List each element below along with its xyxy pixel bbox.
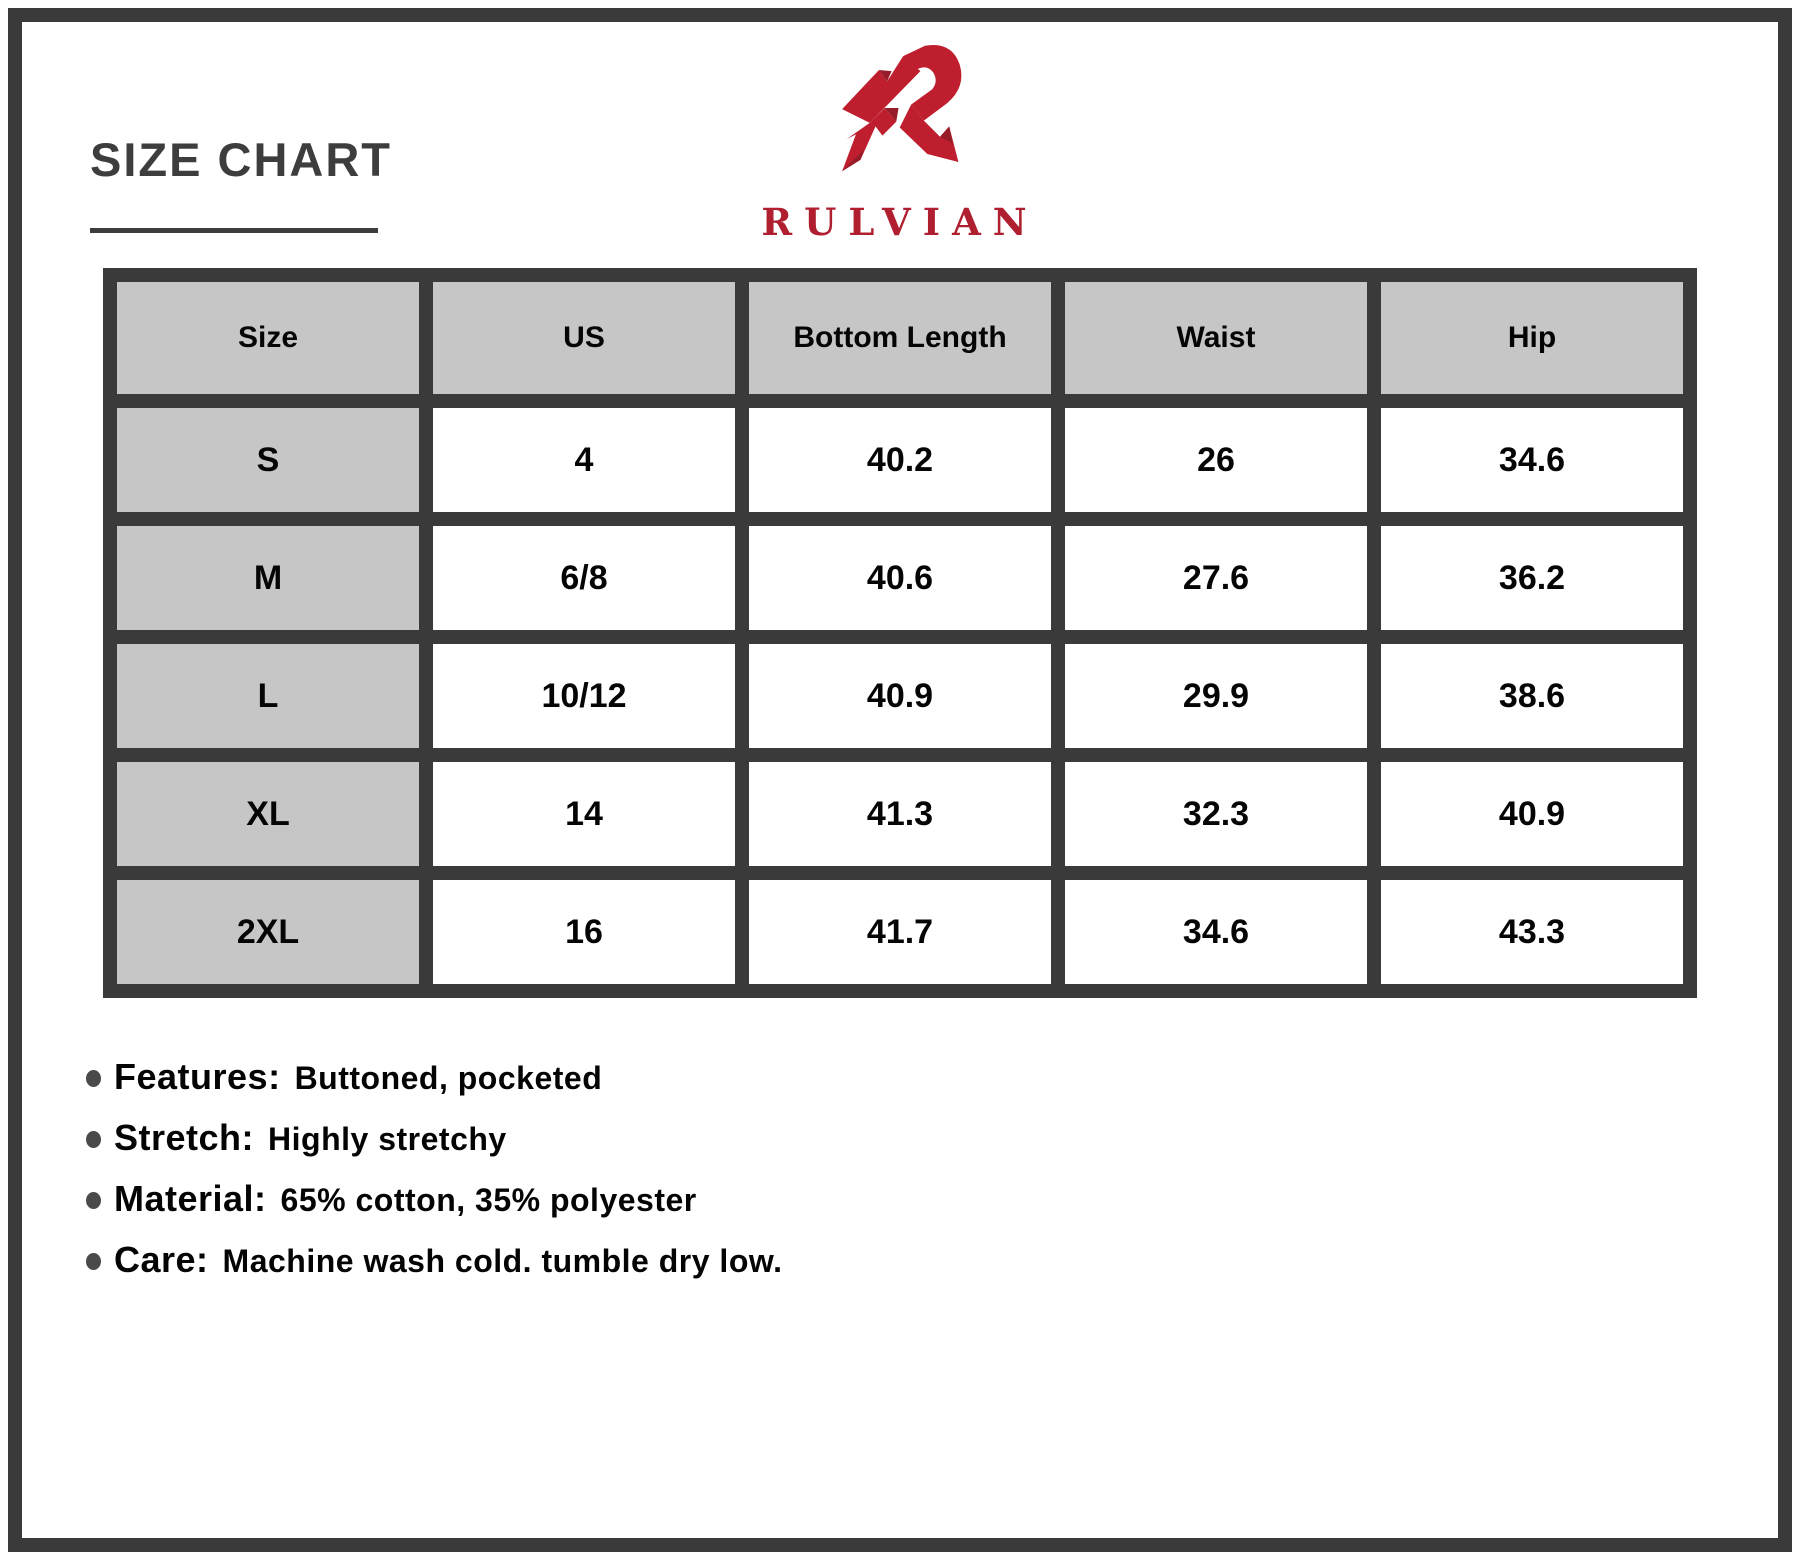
row-label: 2XL [117,880,419,984]
table-cell: 10/12 [433,644,735,748]
table-cell: 26 [1065,408,1367,512]
detail-label: Features: [114,1056,281,1097]
table-cell: 41.7 [749,880,1051,984]
row-label: S [117,408,419,512]
detail-item-features [86,1056,782,1100]
table-cell: 40.9 [1381,762,1683,866]
bullet-dot-icon [86,1070,101,1087]
detail-item-material [86,1178,782,1222]
brand-logo-icon [818,40,986,192]
bullet-dot-icon [86,1192,101,1209]
brand-name: RULVIAN [761,200,1039,244]
table-cell: 40.2 [749,408,1051,512]
detail-label: Material: [114,1178,267,1219]
table-cell: 32.3 [1065,762,1367,866]
detail-value: Highly stretchy [268,1121,507,1157]
detail-value: Buttoned, pocketed [294,1060,603,1096]
row-label: XL [117,762,419,866]
table-cell: 41.3 [749,762,1051,866]
bullet-dot-icon [86,1131,101,1148]
bullet-dot-icon [86,1253,101,1270]
table-cell: 38.6 [1381,644,1683,748]
table-cell: 43.3 [1381,880,1683,984]
col-header-us: US [433,282,735,394]
table-cell: 36.2 [1381,526,1683,630]
size-table [103,268,1697,998]
col-header-size: Size [117,282,419,394]
table-cell: 40.9 [749,644,1051,748]
table-cell: 6/8 [433,526,735,630]
table-cell: 29.9 [1065,644,1367,748]
table-cell: 27.6 [1065,526,1367,630]
col-header-waist: Waist [1065,282,1367,394]
detail-item-care [86,1239,782,1283]
title-underline [90,228,378,233]
detail-label: Care: [114,1239,209,1280]
detail-label: Stretch: [114,1117,255,1158]
col-header-hip: Hip [1381,282,1683,394]
table-cell: 40.6 [749,526,1051,630]
row-label: L [117,644,419,748]
table-cell: 14 [433,762,735,866]
table-cell: 34.6 [1381,408,1683,512]
detail-item-stretch [86,1117,782,1161]
page-title: SIZE CHART [90,133,392,186]
table-cell: 34.6 [1065,880,1367,984]
col-header-bottom-length: Bottom Length [749,282,1051,394]
row-label: M [117,526,419,630]
table-cell: 16 [433,880,735,984]
detail-value: 65% cotton, 35% polyester [280,1182,697,1218]
table-cell: 4 [433,408,735,512]
detail-value: Machine wash cold. tumble dry low. [222,1243,783,1279]
product-details-list [86,1056,782,1300]
